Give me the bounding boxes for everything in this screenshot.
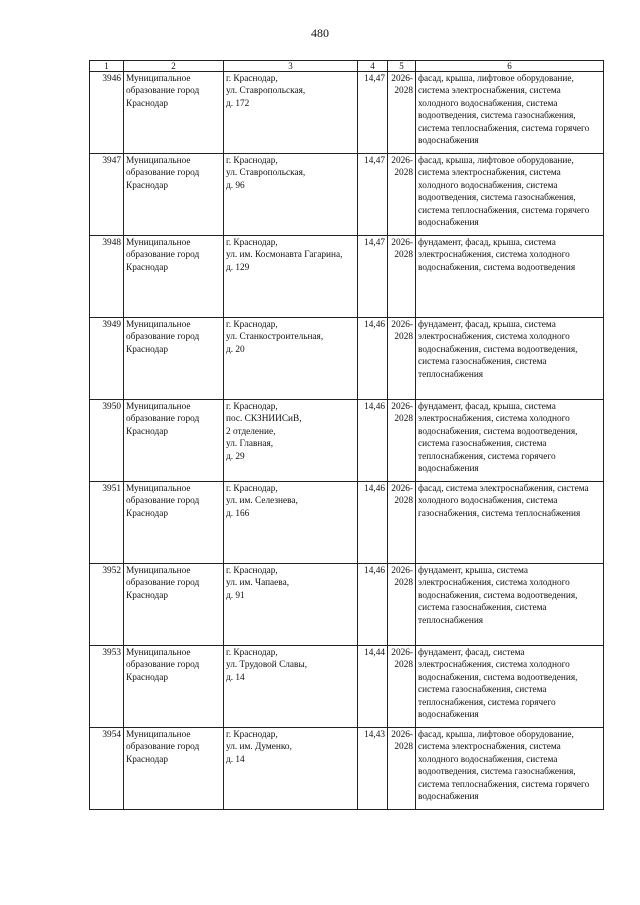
period-cell xyxy=(388,482,416,564)
table-row xyxy=(90,400,604,482)
cell-line: Краснодар xyxy=(126,180,168,191)
cell-line: холодного водоснабжения, система xyxy=(418,754,558,765)
cell-line: г. Краснодар, xyxy=(226,730,278,740)
cell-line: водоснабжения xyxy=(418,218,479,229)
cell-line: г. Краснодар, xyxy=(226,74,278,84)
period-cell xyxy=(388,72,416,154)
cell-line: холодного водоснабжения, система xyxy=(418,98,558,109)
row-number: 3953 xyxy=(90,646,124,728)
column-header: 5 xyxy=(388,61,416,72)
cell-line: Муниципальное xyxy=(126,74,191,84)
cell-line: г. Краснодар, xyxy=(226,566,278,576)
column-header: 6 xyxy=(416,61,604,72)
cell-line: образование город xyxy=(126,496,200,507)
cell-line: 2026- xyxy=(391,74,413,84)
cell-line: Муниципальное xyxy=(126,730,191,740)
table-row xyxy=(90,154,604,236)
cell-line: ул. Ставропольская, xyxy=(226,86,306,97)
cell-line: водоснабжения, система водоотведения xyxy=(418,262,576,273)
table-row xyxy=(90,564,604,646)
cell-line: фундамент, фасад, система xyxy=(418,648,525,658)
cell-line: ул. Трудовой Славы, xyxy=(226,660,308,671)
cell-line: ул. Ставропольская, xyxy=(226,168,306,179)
cell-line: 2028 xyxy=(394,414,413,425)
cell-line: Муниципальное xyxy=(126,402,191,412)
cell-line: 2028 xyxy=(394,742,413,753)
cell-line: водоснабжения xyxy=(418,710,479,721)
table-row xyxy=(90,318,604,400)
cell-line: фасад, крыша, лифтовое оборудование, xyxy=(418,74,574,84)
cell-line: г. Краснодар, xyxy=(226,156,278,166)
area-cell: 14,47 xyxy=(358,154,388,236)
table-row xyxy=(90,728,604,810)
cell-line: ул. им. Думенко, xyxy=(226,742,292,753)
row-number: 3952 xyxy=(90,564,124,646)
area-cell: 14,47 xyxy=(358,72,388,154)
works-cell xyxy=(416,72,604,154)
cell-line: теплоснабжения xyxy=(418,369,484,380)
cell-line: д. 14 xyxy=(226,672,245,683)
cell-line: водоотведения, система газоснабжения, xyxy=(418,193,576,204)
column-header: 4 xyxy=(358,61,388,72)
cell-line: фундамент, фасад, крыша, система xyxy=(418,402,556,412)
cell-line: система теплоснабжения, система горячего xyxy=(418,123,590,134)
cell-line: д. 172 xyxy=(226,98,250,109)
municipality-cell xyxy=(124,154,224,236)
cell-line: д. 14 xyxy=(226,754,245,765)
cell-line: Муниципальное xyxy=(126,320,191,330)
cell-line: 2026- xyxy=(391,320,413,330)
cell-line: 2026- xyxy=(391,730,413,740)
cell-line: водоотведения, система газоснабжения, xyxy=(418,111,576,122)
cell-line: д. 129 xyxy=(226,262,250,273)
cell-line: образование город xyxy=(126,578,200,589)
cell-line: Краснодар xyxy=(126,754,168,765)
cell-line: г. Краснодар, xyxy=(226,648,278,658)
cell-line: 2028 xyxy=(394,250,413,261)
period-cell xyxy=(388,154,416,236)
municipality-cell xyxy=(124,646,224,728)
works-cell xyxy=(416,154,604,236)
cell-line: 2028 xyxy=(394,496,413,507)
cell-line: водоотведения, система газоснабжения, xyxy=(418,767,576,778)
cell-line: д. 20 xyxy=(226,344,245,355)
cell-line: Муниципальное xyxy=(126,566,191,576)
cell-line: 2028 xyxy=(394,332,413,343)
municipality-cell xyxy=(124,318,224,400)
cell-line: ул. им. Чапаева, xyxy=(226,578,290,589)
row-number: 3947 xyxy=(90,154,124,236)
cell-line: Краснодар xyxy=(126,590,168,601)
cell-line: газоснабжения, система теплоснабжения xyxy=(418,508,581,519)
period-cell xyxy=(388,236,416,318)
period-cell xyxy=(388,318,416,400)
cell-line: фундамент, фасад, крыша, система xyxy=(418,320,556,330)
cell-line: 2026- xyxy=(391,238,413,248)
cell-line: образование город xyxy=(126,250,200,261)
cell-line: образование город xyxy=(126,742,200,753)
cell-line: 2026- xyxy=(391,402,413,412)
row-number: 3951 xyxy=(90,482,124,564)
period-cell xyxy=(388,646,416,728)
cell-line: Краснодар xyxy=(126,262,168,273)
cell-line: водоснабжения, система водоотведения, xyxy=(418,590,578,601)
area-cell: 14,46 xyxy=(358,318,388,400)
cell-line: система теплоснабжения, система горячего xyxy=(418,779,590,790)
table-row xyxy=(90,646,604,728)
municipality-cell xyxy=(124,400,224,482)
cell-line: электроснабжения, система холодного xyxy=(418,332,570,343)
municipality-cell xyxy=(124,564,224,646)
cell-line: Краснодар xyxy=(126,672,168,683)
works-cell xyxy=(416,318,604,400)
cell-line: теплоснабжения xyxy=(418,615,484,626)
cell-line: фасад, система электроснабжения, система xyxy=(418,484,589,494)
works-cell xyxy=(416,236,604,318)
cell-line: образование город xyxy=(126,660,200,671)
cell-line: 2026- xyxy=(391,156,413,166)
address-cell xyxy=(224,318,358,400)
table-row xyxy=(90,482,604,564)
municipality-cell xyxy=(124,236,224,318)
cell-line: 2028 xyxy=(394,86,413,97)
municipality-cell xyxy=(124,728,224,810)
area-cell: 14,47 xyxy=(358,236,388,318)
address-cell xyxy=(224,564,358,646)
cell-line: Краснодар xyxy=(126,98,168,109)
column-header: 1 xyxy=(90,61,124,72)
works-cell xyxy=(416,564,604,646)
period-cell xyxy=(388,728,416,810)
cell-line: система электроснабжения, система xyxy=(418,168,561,179)
cell-line: фасад, крыша, лифтовое оборудование, xyxy=(418,156,574,166)
cell-line: теплоснабжения, система горячего xyxy=(418,697,556,708)
cell-line: холодного водоснабжения, система xyxy=(418,180,558,191)
cell-line: фасад, крыша, лифтовое оборудование, xyxy=(418,730,574,740)
table-row xyxy=(90,236,604,318)
cell-line: Муниципальное xyxy=(126,648,191,658)
cell-line: ул. им. Селезнева, xyxy=(226,496,298,507)
period-cell xyxy=(388,400,416,482)
cell-line: Краснодар xyxy=(126,426,168,437)
works-cell xyxy=(416,646,604,728)
cell-line: Муниципальное xyxy=(126,238,191,248)
page-number: 480 xyxy=(311,26,329,40)
cell-line: г. Краснодар, xyxy=(226,484,278,494)
municipality-cell xyxy=(124,72,224,154)
address-cell xyxy=(224,72,358,154)
address-cell xyxy=(224,154,358,236)
cell-line: водоснабжения xyxy=(418,136,479,147)
row-number: 3954 xyxy=(90,728,124,810)
cell-line: система электроснабжения, система xyxy=(418,86,561,97)
cell-line: д. 91 xyxy=(226,590,245,601)
cell-line: система теплоснабжения, система горячего xyxy=(418,205,590,216)
cell-line: Муниципальное xyxy=(126,484,191,494)
cell-line: г. Краснодар, xyxy=(226,320,278,330)
table-header-row xyxy=(90,61,604,72)
works-table xyxy=(89,60,604,810)
table-body xyxy=(90,72,604,810)
period-cell xyxy=(388,564,416,646)
row-number: 3950 xyxy=(90,400,124,482)
cell-line: 2028 xyxy=(394,660,413,671)
cell-line: 2026- xyxy=(391,484,413,494)
works-cell xyxy=(416,400,604,482)
works-cell xyxy=(416,482,604,564)
cell-line: образование город xyxy=(126,86,200,97)
cell-line: образование город xyxy=(126,168,200,179)
cell-line: система газоснабжения, система xyxy=(418,357,547,368)
row-number: 3946 xyxy=(90,72,124,154)
area-cell: 14,46 xyxy=(358,482,388,564)
cell-line: ул. Станкостроительная, xyxy=(226,332,324,343)
cell-line: 2026- xyxy=(391,648,413,658)
column-header: 3 xyxy=(224,61,358,72)
cell-line: водоснабжения xyxy=(418,792,479,803)
cell-line: д. 166 xyxy=(226,508,250,519)
cell-line: водоснабжения, система водоотведения, xyxy=(418,344,578,355)
address-cell xyxy=(224,646,358,728)
row-number: 3948 xyxy=(90,236,124,318)
area-cell: 14,46 xyxy=(358,400,388,482)
cell-line: Краснодар xyxy=(126,344,168,355)
cell-line: холодного водоснабжения, система xyxy=(418,496,558,507)
cell-line: Муниципальное xyxy=(126,156,191,166)
cell-line: 2 отделение, xyxy=(226,426,276,437)
works-cell xyxy=(416,728,604,810)
cell-line: Краснодар xyxy=(126,508,168,519)
cell-line: д. 29 xyxy=(226,451,245,462)
cell-line: система газоснабжения, система xyxy=(418,603,547,614)
cell-line: электроснабжения, система холодного xyxy=(418,414,570,425)
cell-line: ул. им. Космонавта Гагарина, xyxy=(226,250,343,261)
cell-line: водоснабжения, система водоотведения, xyxy=(418,672,578,683)
municipality-cell xyxy=(124,482,224,564)
cell-line: электроснабжения, система холодного xyxy=(418,250,570,261)
cell-line: водоснабжения, система водоотведения, xyxy=(418,426,578,437)
cell-line: ул. Главная, xyxy=(226,439,274,450)
area-cell: 14,46 xyxy=(358,564,388,646)
cell-line: система газоснабжения, система xyxy=(418,439,547,450)
cell-line: водоснабжения xyxy=(418,464,479,475)
cell-line: г. Краснодар, xyxy=(226,402,278,412)
address-cell xyxy=(224,400,358,482)
column-header: 2 xyxy=(124,61,224,72)
cell-line: образование город xyxy=(126,414,200,425)
cell-line: система газоснабжения, система xyxy=(418,685,547,696)
cell-line: электроснабжения, система холодного xyxy=(418,578,570,589)
area-cell: 14,43 xyxy=(358,728,388,810)
cell-line: электроснабжения, система холодного xyxy=(418,660,570,671)
table-row xyxy=(90,72,604,154)
address-cell xyxy=(224,236,358,318)
cell-line: теплоснабжения, система горячего xyxy=(418,451,556,462)
cell-line: система электроснабжения, система xyxy=(418,742,561,753)
cell-line: 2028 xyxy=(394,168,413,179)
cell-line: г. Краснодар, xyxy=(226,238,278,248)
row-number: 3949 xyxy=(90,318,124,400)
cell-line: фундамент, фасад, крыша, система xyxy=(418,238,556,248)
area-cell: 14,44 xyxy=(358,646,388,728)
cell-line: образование город xyxy=(126,332,200,343)
cell-line: 2028 xyxy=(394,578,413,589)
address-cell xyxy=(224,482,358,564)
cell-line: д. 96 xyxy=(226,180,245,191)
address-cell xyxy=(224,728,358,810)
cell-line: пос. СКЗНИИСиВ, xyxy=(226,414,302,425)
cell-line: фундамент, крыша, система xyxy=(418,566,528,576)
cell-line: 2026- xyxy=(391,566,413,576)
